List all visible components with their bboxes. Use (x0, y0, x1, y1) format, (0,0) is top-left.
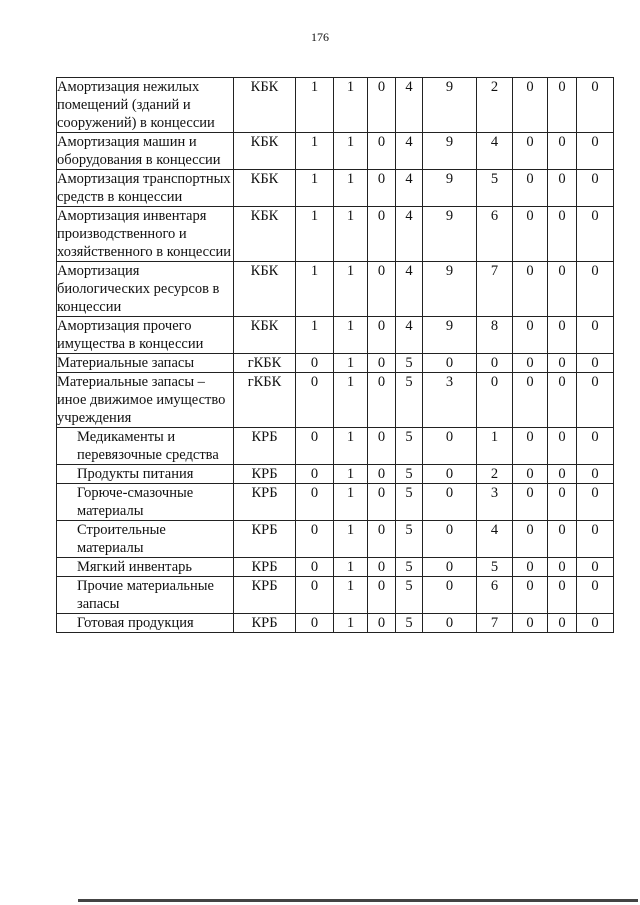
account-name: Амортизация прочего имущества в концессии (57, 317, 234, 354)
account-name: Горюче-смазочные материалы (57, 484, 234, 521)
account-digit: 0 (513, 170, 548, 207)
table-row (57, 484, 614, 521)
account-code-type: КРБ (234, 484, 296, 521)
table-row (57, 465, 614, 484)
table-row (57, 558, 614, 577)
account-digit: 0 (477, 354, 513, 373)
account-code-type: КРБ (234, 614, 296, 633)
account-digit: 9 (423, 207, 477, 262)
account-digit: 0 (548, 614, 577, 633)
accounts-table (56, 77, 614, 633)
account-digit: 0 (296, 354, 334, 373)
account-digit: 1 (296, 133, 334, 170)
account-name: Амортизация транспортных средств в концессии (57, 170, 234, 207)
account-digit: 9 (423, 262, 477, 317)
account-digit: 4 (396, 207, 423, 262)
account-name: Амортизация биологических ресурсов в концессии (57, 262, 234, 317)
account-digit: 0 (577, 428, 614, 465)
account-code-type: КБК (234, 170, 296, 207)
account-digit: 5 (477, 558, 513, 577)
account-digit: 0 (513, 262, 548, 317)
account-code-type: КРБ (234, 465, 296, 484)
table-row (57, 133, 614, 170)
account-digit: 0 (296, 428, 334, 465)
account-digit: 0 (548, 558, 577, 577)
account-digit: 0 (577, 577, 614, 614)
account-digit: 0 (577, 317, 614, 354)
table-row (57, 78, 614, 133)
account-digit: 2 (477, 78, 513, 133)
account-digit: 0 (577, 521, 614, 558)
account-digit: 2 (477, 465, 513, 484)
account-digit: 4 (477, 133, 513, 170)
account-digit: 0 (548, 78, 577, 133)
account-digit: 0 (368, 614, 396, 633)
account-digit: 7 (477, 614, 513, 633)
bottom-rule (78, 899, 638, 902)
account-digit: 0 (577, 170, 614, 207)
account-name: Продукты питания (57, 465, 234, 484)
account-digit: 0 (513, 78, 548, 133)
account-digit: 0 (368, 354, 396, 373)
account-code-type: КРБ (234, 521, 296, 558)
account-digit: 1 (334, 354, 368, 373)
account-digit: 1 (334, 428, 368, 465)
table-row (57, 262, 614, 317)
account-digit: 0 (296, 521, 334, 558)
account-digit: 0 (577, 133, 614, 170)
account-code-type: КБК (234, 78, 296, 133)
account-name: Амортизация нежилых помещений (зданий и сооружений) в концессии (57, 78, 234, 133)
account-digit: 0 (577, 614, 614, 633)
account-digit: 5 (396, 354, 423, 373)
account-digit: 0 (548, 170, 577, 207)
account-digit: 0 (423, 354, 477, 373)
account-digit: 0 (548, 354, 577, 373)
account-digit: 6 (477, 577, 513, 614)
account-digit: 0 (423, 521, 477, 558)
table-row (57, 207, 614, 262)
table-row (57, 317, 614, 354)
account-digit: 8 (477, 317, 513, 354)
account-digit: 0 (477, 373, 513, 428)
account-digit: 0 (513, 373, 548, 428)
account-digit: 0 (423, 428, 477, 465)
account-digit: 0 (577, 78, 614, 133)
account-digit: 6 (477, 207, 513, 262)
account-digit: 0 (577, 262, 614, 317)
account-digit: 1 (334, 317, 368, 354)
account-digit: 0 (513, 484, 548, 521)
account-digit: 5 (477, 170, 513, 207)
account-digit: 5 (396, 521, 423, 558)
account-digit: 1 (296, 207, 334, 262)
account-code-type: КБК (234, 317, 296, 354)
account-digit: 0 (368, 484, 396, 521)
account-digit: 9 (423, 78, 477, 133)
account-digit: 0 (548, 428, 577, 465)
account-digit: 1 (334, 207, 368, 262)
table-row (57, 577, 614, 614)
account-digit: 0 (548, 577, 577, 614)
account-digit: 0 (577, 465, 614, 484)
account-name: Мягкий инвентарь (57, 558, 234, 577)
account-name: Готовая продукция (57, 614, 234, 633)
account-digit: 9 (423, 170, 477, 207)
account-digit: 0 (368, 317, 396, 354)
account-digit: 3 (477, 484, 513, 521)
account-name: Медикаменты и перевязочные средства (57, 428, 234, 465)
account-digit: 4 (396, 262, 423, 317)
account-digit: 0 (548, 373, 577, 428)
account-digit: 0 (513, 207, 548, 262)
account-digit: 0 (368, 558, 396, 577)
account-digit: 0 (577, 207, 614, 262)
table-row (57, 373, 614, 428)
account-digit: 0 (513, 558, 548, 577)
account-digit: 9 (423, 133, 477, 170)
account-digit: 0 (513, 428, 548, 465)
account-digit: 0 (423, 484, 477, 521)
account-digit: 0 (548, 484, 577, 521)
table-row (57, 428, 614, 465)
account-digit: 0 (548, 133, 577, 170)
account-digit: 5 (396, 465, 423, 484)
account-digit: 0 (423, 614, 477, 633)
account-digit: 0 (577, 354, 614, 373)
account-name: Прочие материальные запасы (57, 577, 234, 614)
account-code-type: КБК (234, 207, 296, 262)
account-digit: 0 (296, 577, 334, 614)
account-digit: 1 (296, 170, 334, 207)
account-digit: 0 (513, 354, 548, 373)
account-digit: 1 (296, 78, 334, 133)
account-code-type: КБК (234, 262, 296, 317)
account-digit: 0 (513, 133, 548, 170)
account-digit: 9 (423, 317, 477, 354)
account-digit: 1 (334, 614, 368, 633)
account-digit: 0 (368, 262, 396, 317)
account-digit: 0 (548, 207, 577, 262)
account-digit: 0 (368, 428, 396, 465)
account-digit: 1 (334, 170, 368, 207)
account-digit: 0 (368, 577, 396, 614)
account-digit: 3 (423, 373, 477, 428)
account-digit: 4 (396, 133, 423, 170)
account-digit: 0 (577, 558, 614, 577)
account-name: Амортизация машин и оборудования в концессии (57, 133, 234, 170)
account-digit: 0 (368, 207, 396, 262)
account-digit: 5 (396, 428, 423, 465)
account-digit: 1 (334, 577, 368, 614)
account-digit: 0 (513, 465, 548, 484)
account-digit: 1 (334, 484, 368, 521)
account-digit: 0 (423, 558, 477, 577)
account-digit: 0 (577, 373, 614, 428)
account-digit: 7 (477, 262, 513, 317)
account-digit: 4 (396, 317, 423, 354)
account-name: Амортизация инвентаря производственного и хозяйственного в концессии (57, 207, 234, 262)
account-digit: 0 (368, 465, 396, 484)
account-code-type: КБК (234, 133, 296, 170)
account-digit: 0 (513, 317, 548, 354)
account-digit: 0 (296, 558, 334, 577)
account-digit: 0 (513, 614, 548, 633)
account-digit: 4 (396, 170, 423, 207)
account-digit: 4 (396, 78, 423, 133)
account-digit: 1 (296, 317, 334, 354)
account-digit: 0 (513, 521, 548, 558)
account-digit: 1 (334, 373, 368, 428)
account-digit: 0 (296, 465, 334, 484)
account-digit: 0 (548, 317, 577, 354)
account-digit: 1 (334, 133, 368, 170)
account-code-type: гКБК (234, 373, 296, 428)
table-row (57, 521, 614, 558)
account-digit: 5 (396, 484, 423, 521)
account-digit: 4 (477, 521, 513, 558)
account-digit: 1 (334, 78, 368, 133)
account-digit: 0 (296, 373, 334, 428)
account-digit: 0 (548, 521, 577, 558)
account-digit: 0 (513, 577, 548, 614)
account-digit: 0 (577, 484, 614, 521)
account-code-type: КРБ (234, 577, 296, 614)
account-digit: 0 (368, 170, 396, 207)
account-digit: 0 (296, 614, 334, 633)
account-name: Материальные запасы (57, 354, 234, 373)
table-row (57, 170, 614, 207)
account-digit: 0 (368, 78, 396, 133)
account-digit: 0 (548, 262, 577, 317)
account-code-type: КРБ (234, 428, 296, 465)
account-digit: 1 (334, 521, 368, 558)
account-digit: 1 (334, 262, 368, 317)
account-code-type: гКБК (234, 354, 296, 373)
table-row (57, 614, 614, 633)
account-digit: 0 (368, 373, 396, 428)
account-digit: 1 (477, 428, 513, 465)
account-digit: 1 (296, 262, 334, 317)
account-digit: 0 (368, 521, 396, 558)
account-digit: 5 (396, 558, 423, 577)
account-name: Материальные запасы – иное движимое имущество учреждения (57, 373, 234, 428)
account-digit: 1 (334, 558, 368, 577)
account-digit: 5 (396, 614, 423, 633)
account-name: Строительные материалы (57, 521, 234, 558)
account-code-type: КРБ (234, 558, 296, 577)
account-digit: 0 (548, 465, 577, 484)
account-digit: 0 (368, 133, 396, 170)
page-number: 176 (311, 30, 329, 44)
account-digit: 5 (396, 577, 423, 614)
account-digit: 0 (296, 484, 334, 521)
account-digit: 5 (396, 373, 423, 428)
account-digit: 0 (423, 577, 477, 614)
account-digit: 1 (334, 465, 368, 484)
table-row (57, 354, 614, 373)
account-digit: 0 (423, 465, 477, 484)
